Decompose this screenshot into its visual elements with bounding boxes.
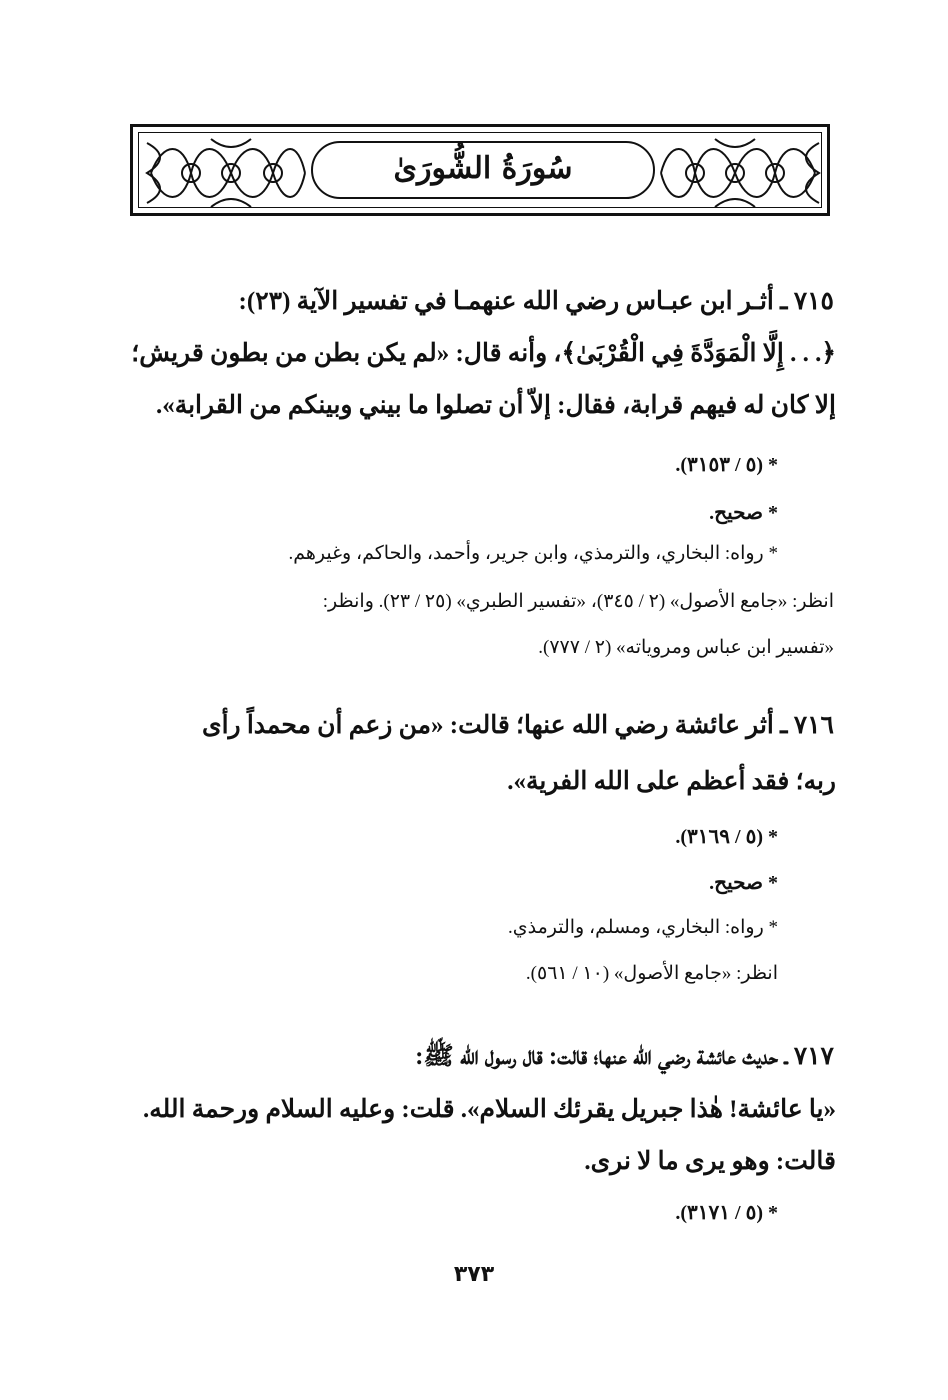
reference-note: * (٥ / ٣١٦٩).	[675, 826, 778, 848]
grading-note: * صحيح.	[709, 502, 778, 524]
see-also-note: انظر: «جامع الأصول» (٢ / ٣٤٥)، «تفسير الطبري» (٢٥ / ٢٣). وانظر:	[322, 591, 834, 612]
entry-text-line: ٧١٦ ـ أثر عائشة رضي الله عنها؛ قالت: «من زعم أن محمداً رأى	[202, 712, 834, 739]
entry-text-line: قالت: وهو يرى ما لا نرى.	[584, 1148, 836, 1175]
entry-text-line: إلا كان له فيهم قرابة، فقال: إلاّ أن تصلوا ما بيني وبينكم من القرابة».	[155, 392, 836, 419]
sura-title-cartouche	[311, 141, 655, 199]
entry-text-line: «يا عائشة! هٰذا جبريل يقرئك السلام». قلت: وعليه السلام ورحمة الله.	[143, 1096, 836, 1123]
see-also-note: «تفسير ابن عباس ومروياته» (٢ / ٧٧٧).	[538, 637, 834, 658]
entry-text-line: ربه؛ فقد أعظم على الله الفرية».	[507, 768, 836, 795]
entry-text-line: ٧١٥ ـ أثـر ابن عبـاس رضي الله عنهمـا في تفسير الآية (٢٣):	[238, 288, 834, 315]
narrators-note: * رواه: البخاري، والترمذي، وابن جرير، وأحمد، والحاكم، وغيرهم.	[288, 543, 778, 564]
entry-text-line: ٧١٧ ـ حديث عائشة رضي الله عنها؛ قالت: قال رسول الله ﷺ:	[415, 1043, 834, 1070]
narrators-note: * رواه: البخاري، ومسلم، والترمذي.	[508, 917, 778, 938]
reference-note: * (٥ / ٣١٧١).	[675, 1202, 778, 1224]
grading-note: * صحيح.	[709, 872, 778, 894]
entry-text-line: ﴿. . . إِلَّا الْمَوَدَّةَ فِي الْقُرْبَىٰ﴾، وأنه قال: «لم يكن بطن من بطون قريش؛	[131, 340, 836, 367]
page-number: ٣٧٣	[453, 1262, 495, 1287]
sura-header-ornament	[130, 124, 830, 216]
sura-title: سُورَةُ الشُّورَىٰ	[393, 151, 573, 186]
see-also-note: انظر: «جامع الأصول» (١٠ / ٥٦١).	[525, 963, 778, 984]
reference-note: * (٥ / ٣١٥٣).	[675, 454, 778, 476]
